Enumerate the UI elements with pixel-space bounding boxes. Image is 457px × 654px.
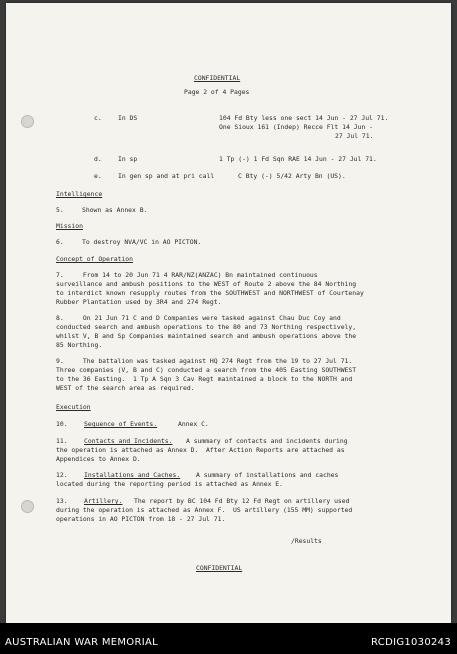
para-8-line: 85 Northing. — [56, 341, 103, 349]
item-d-letter: d. — [94, 155, 102, 163]
classification-header: CONFIDENTIAL — [194, 74, 241, 82]
item-e-label: In gen sp and at pri call — [118, 172, 215, 180]
para-7-line: to interdict known resupply routes from the SOUTHWEST and NORTHWEST of Courtenay — [56, 289, 364, 297]
para-8-line: whilst V, B and Sp Companies maintained search and ambush operations above the — [56, 332, 357, 340]
para-7-line: 7. From 14 to 20 Jun 71 4 RAR/NZ(ANZAC) Bn maintained continuous — [56, 271, 318, 279]
para-13-line: during the operation is attached as Annex F. US artillery (155 MM) supported — [56, 506, 353, 514]
section-heading-execution: Execution — [56, 403, 91, 411]
item-d-line: 1 Tp (-) 1 Fd Sqn RAE 14 Jun - 27 Jul 71. — [219, 155, 377, 163]
section-heading-mission: Mission — [56, 222, 83, 230]
item-c-letter: c. — [94, 114, 102, 122]
para-number: 5. — [56, 206, 64, 214]
classification-footer: CONFIDENTIAL — [196, 564, 243, 572]
para-text: To destroy NVA/VC in AO PICTON. — [82, 238, 202, 246]
para-12-line: A summary of installations and caches — [196, 471, 339, 479]
para-9-line: to the 36 Easting. 1 Tp A Sqn 3 Cav Regt maintained a block to the NORTH and — [56, 375, 353, 383]
para-10-title: Sequence of Events. — [84, 420, 158, 428]
para-8-line: 8. On 21 Jun 71 C and D Companies were tasked against Chau Duc Coy and — [56, 314, 341, 322]
para-11-line: the operation is attached as Annex D. After Action Reports are attached as — [56, 446, 345, 454]
archive-footer — [0, 623, 457, 654]
para-9-line: Three companies (V, B and C) conducted a search from the 405 Easting SOUTHWEST — [56, 366, 357, 374]
para-number: 13. — [56, 497, 68, 505]
para-number: 6. — [56, 238, 64, 246]
para-11-line: Appendices to Annex D. — [56, 455, 141, 463]
punch-hole — [21, 500, 34, 513]
item-c-line: 27 Jul 71. — [335, 132, 374, 140]
item-c-line: One Sioux 161 (Indep) Recce Flt 14 Jun - — [219, 123, 373, 131]
para-9-line: 9. The battalion was tasked against HQ 274 Regt from the 19 to 27 Jul 71. — [56, 357, 353, 365]
para-13-line: operations in AO PICTON from 18 - 27 Jul 71. — [56, 515, 226, 523]
item-e-line: C Bty (-) 5/42 Arty Bn (US). — [238, 172, 346, 180]
para-11-title: Contacts and Incidents. — [84, 437, 173, 445]
para-8-line: conducted search and ambush operations to the 80 and 73 Northing respectively, — [56, 323, 357, 331]
institution-name: AUSTRALIAN WAR MEMORIAL — [5, 637, 158, 648]
item-c-line: 104 Fd Bty less one sect 14 Jun - 27 Jul 71. — [219, 114, 389, 122]
item-d-label: In sp — [118, 155, 138, 163]
continuation-marker: /Results — [291, 537, 322, 545]
section-heading-intelligence: Intelligence — [56, 190, 103, 198]
para-9-line: WEST of the search area as required. — [56, 384, 195, 392]
punch-hole — [21, 115, 34, 128]
archive-reference: RCDIG1030243 — [371, 637, 451, 648]
para-11-line: A summary of contacts and incidents during — [186, 437, 348, 445]
para-13-title: Artillery. — [84, 497, 123, 505]
para-number: 11. — [56, 437, 68, 445]
para-number: 10. — [56, 420, 68, 428]
para-number: 12. — [56, 471, 68, 479]
para-text: Shown as Annex B. — [82, 206, 148, 214]
item-c-label: In DS — [118, 114, 138, 122]
para-10-text: Annex C. — [178, 420, 209, 428]
para-7-line: Rubber Plantation used by 3R4 and 274 Regt. — [56, 298, 222, 306]
para-7-line: surveillance and ambush positions to the WEST of Route 2 above the 84 Northing — [56, 280, 357, 288]
section-heading-concept: Concept of Operation — [56, 255, 133, 263]
para-12-line: located during the reporting period is attached as Annex E. — [56, 480, 284, 488]
page-number: Page 2 of 4 Pages — [184, 88, 250, 96]
para-12-title: Installations and Caches. — [84, 471, 181, 479]
para-13-line: The report by BC 104 Fd Bty 12 Fd Regt on artillery used — [134, 497, 350, 505]
item-e-letter: e. — [94, 172, 102, 180]
